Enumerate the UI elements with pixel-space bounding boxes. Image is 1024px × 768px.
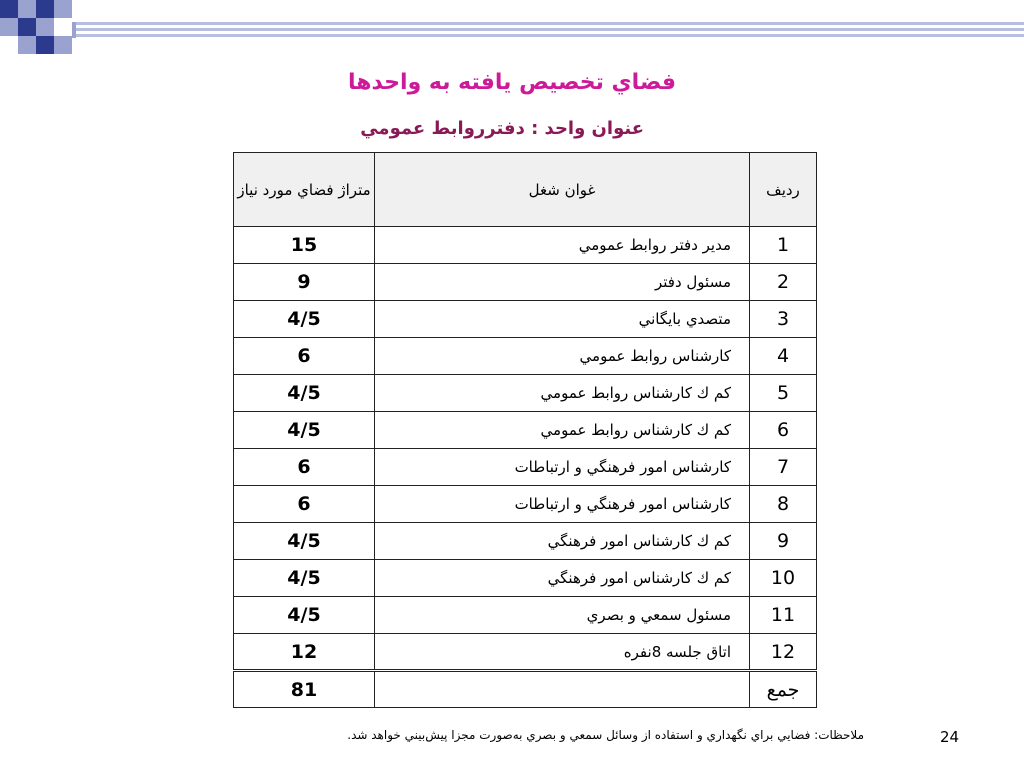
decor-square: [36, 36, 54, 54]
row-number: 2: [750, 264, 817, 301]
job-title: كم ك كارشناس امور فرهنگي: [375, 523, 750, 560]
header-area: متراژ فضاي مورد نياز: [234, 153, 375, 227]
total-area: 81: [234, 671, 375, 708]
decor-square: [54, 0, 72, 18]
row-number: 5: [750, 375, 817, 412]
table-row: [234, 486, 817, 523]
table-total-row: [234, 671, 817, 708]
area-value: 9: [234, 264, 375, 301]
total-label: جمع: [750, 671, 817, 708]
table-row: [234, 449, 817, 486]
table-row: [234, 597, 817, 634]
total-job-empty: [375, 671, 750, 708]
job-title: مدير دفتر روابط عمومي: [375, 227, 750, 264]
header-row-number: رديف: [750, 153, 817, 227]
page-number: 24: [940, 728, 960, 746]
row-number: 6: [750, 412, 817, 449]
row-number: 11: [750, 597, 817, 634]
row-number: 4: [750, 338, 817, 375]
area-value: 4/5: [234, 560, 375, 597]
job-title: مسئول سمعي و بصري: [375, 597, 750, 634]
job-title: كارشناس روابط عمومي: [375, 338, 750, 375]
decor-square: [0, 0, 18, 18]
area-value: 6: [234, 338, 375, 375]
job-title: كم ك كارشناس روابط عمومي: [375, 412, 750, 449]
table-row: [234, 227, 817, 264]
area-value: 4/5: [234, 597, 375, 634]
decor-square: [18, 18, 36, 36]
area-value: 4/5: [234, 412, 375, 449]
decor-square: [36, 0, 54, 18]
table-row: [234, 338, 817, 375]
area-value: 12: [234, 634, 375, 671]
table-row: [234, 634, 817, 671]
space-allocation-table: [233, 152, 817, 708]
row-number: 12: [750, 634, 817, 671]
area-value: 4/5: [234, 375, 375, 412]
table-row: [234, 523, 817, 560]
decor-square: [36, 18, 54, 36]
job-title: اتاق جلسه 8نفره: [375, 634, 750, 671]
row-number: 7: [750, 449, 817, 486]
table-row: [234, 264, 817, 301]
footnote: ملاحظات: فضايي براي نگهداري و استفاده از وسائل سمعي و بصري به‌صورت مجزا پيش‌بيني خواهد شد.: [347, 728, 864, 742]
row-number: 1: [750, 227, 817, 264]
decor-square: [18, 0, 36, 18]
area-value: 6: [234, 486, 375, 523]
unit-subtitle: عنوان واحد : دفترروابط عمومي: [360, 118, 644, 139]
table-row: [234, 375, 817, 412]
header-job-title: غوان شغل: [375, 153, 750, 227]
table-row: [234, 412, 817, 449]
decor-square: [18, 36, 36, 54]
page-title: فضاي تخصيص يافته به واحدها: [347, 70, 677, 95]
table-header-row: [234, 153, 817, 227]
row-number: 10: [750, 560, 817, 597]
row-number: 9: [750, 523, 817, 560]
job-title: كم ك كارشناس روابط عمومي: [375, 375, 750, 412]
area-value: 6: [234, 449, 375, 486]
job-title: كارشناس امور فرهنگي و ارتباطات: [375, 449, 750, 486]
area-value: 4/5: [234, 301, 375, 338]
job-title: كارشناس امور فرهنگي و ارتباطات: [375, 486, 750, 523]
row-number: 3: [750, 301, 817, 338]
job-title: كم ك كارشناس امور فرهنگي: [375, 560, 750, 597]
decor-bar: [76, 22, 1024, 40]
row-number: 8: [750, 486, 817, 523]
area-value: 4/5: [234, 523, 375, 560]
decor-square: [54, 36, 72, 54]
table-row: [234, 301, 817, 338]
job-title: مسئول دفتر: [375, 264, 750, 301]
job-title: متصدي بايگاني: [375, 301, 750, 338]
area-value: 15: [234, 227, 375, 264]
decor-square: [0, 18, 18, 36]
table-row: [234, 560, 817, 597]
